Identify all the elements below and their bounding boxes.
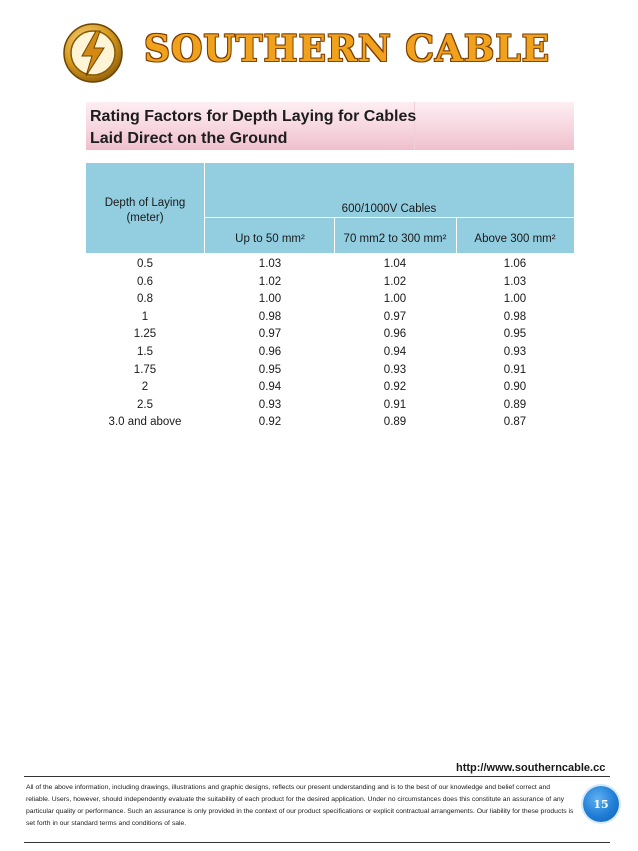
factor-cell: 1.00	[258, 293, 282, 306]
table-row	[86, 399, 574, 417]
page-number-badge: 15	[583, 786, 619, 822]
depth-cell: 0.8	[137, 293, 153, 306]
disclaimer-text: All of the above information, including drawings, illustrations and graphic designs, reflects our present understanding and is to the best of our knowledge and belief correct and reliable. Users, however, should independently evaluate the suitability of each product for the desired application. Under no circumstances does this constitute an assurance of any particular quality or performance. Such an assurance is only provided in the context of our product specifications or explicit contractual arrangements. Our liability for these products is set forth in our standard terms and conditions of sale.	[26, 784, 574, 827]
depth-cell: 0.6	[137, 275, 153, 288]
footer-divider	[24, 776, 610, 777]
factor-cell: 0.97	[383, 310, 407, 323]
factor-cell: 1.02	[383, 275, 407, 288]
footer-divider	[24, 842, 610, 843]
factor-cell: 0.91	[383, 398, 407, 411]
depth-cell: 0.5	[137, 258, 153, 270]
table-row	[86, 311, 574, 329]
table-row	[86, 328, 574, 346]
table-row	[86, 258, 574, 276]
company-logo-icon	[62, 22, 124, 84]
factor-cell: 0.96	[383, 328, 407, 341]
table-row	[86, 381, 574, 399]
depth-cell: 1.75	[133, 363, 157, 376]
depth-cell: 1.5	[137, 345, 153, 358]
depth-column-header: Depth of Laying (meter)	[104, 197, 186, 224]
factor-cell: 0.98	[258, 310, 282, 323]
factor-cell: 1.00	[383, 293, 407, 306]
table-title-line-2: Laid Direct on the Ground	[90, 130, 288, 147]
website-link[interactable]: http://www.southerncable.cc	[456, 762, 606, 774]
factor-cell: 0.94	[383, 345, 407, 358]
factor-cell: 0.89	[383, 416, 407, 429]
factor-cell: 1.06	[503, 258, 527, 270]
sub-header-70-to-300: 70 mm2 to 300 mm²	[343, 233, 447, 245]
factor-cell: 0.89	[503, 398, 527, 411]
depth-cell: 1	[141, 310, 149, 323]
factor-cell: 1.00	[503, 293, 527, 306]
factor-cell: 0.92	[258, 416, 282, 429]
factor-cell: 0.96	[258, 345, 282, 358]
cables-group-header: 600/1000V Cables	[341, 203, 437, 215]
depth-cell: 3.0 and above	[108, 416, 182, 429]
factor-cell: 0.94	[258, 381, 282, 394]
factor-cell: 0.93	[383, 363, 407, 376]
table-title-line-1: Rating Factors for Depth Laying for Cables	[90, 108, 417, 125]
table-row	[86, 293, 574, 311]
table-header	[86, 163, 574, 253]
header-divider	[204, 217, 574, 218]
factor-cell: 0.90	[503, 381, 527, 394]
table-row	[86, 416, 574, 434]
factor-cell: 1.04	[383, 258, 407, 270]
table-row	[86, 364, 574, 382]
factor-cell: 0.95	[258, 363, 282, 376]
factor-cell: 0.93	[258, 398, 282, 411]
sub-header-above-300: Above 300 mm²	[474, 233, 556, 245]
brand-name: SOUTHERN CABLE	[144, 28, 551, 70]
depth-cell: 2.5	[137, 398, 153, 411]
factor-cell: 0.87	[503, 416, 527, 429]
factor-cell: 0.92	[383, 381, 407, 394]
depth-cell: 2	[141, 381, 149, 394]
factor-cell: 1.03	[258, 258, 282, 270]
table-row	[86, 346, 574, 364]
factor-cell: 1.03	[503, 275, 527, 288]
factor-cell: 0.97	[258, 328, 282, 341]
factor-cell: 1.02	[258, 275, 282, 288]
factor-cell: 0.93	[503, 345, 527, 358]
table-row	[86, 276, 574, 294]
factor-cell: 0.98	[503, 310, 527, 323]
depth-cell: 1.25	[133, 328, 157, 341]
factor-cell: 0.91	[503, 363, 527, 376]
sub-header-up-to-50: Up to 50 mm²	[235, 233, 305, 245]
table-title-band	[86, 102, 574, 150]
table-body	[86, 258, 574, 434]
factor-cell: 0.95	[503, 328, 527, 341]
